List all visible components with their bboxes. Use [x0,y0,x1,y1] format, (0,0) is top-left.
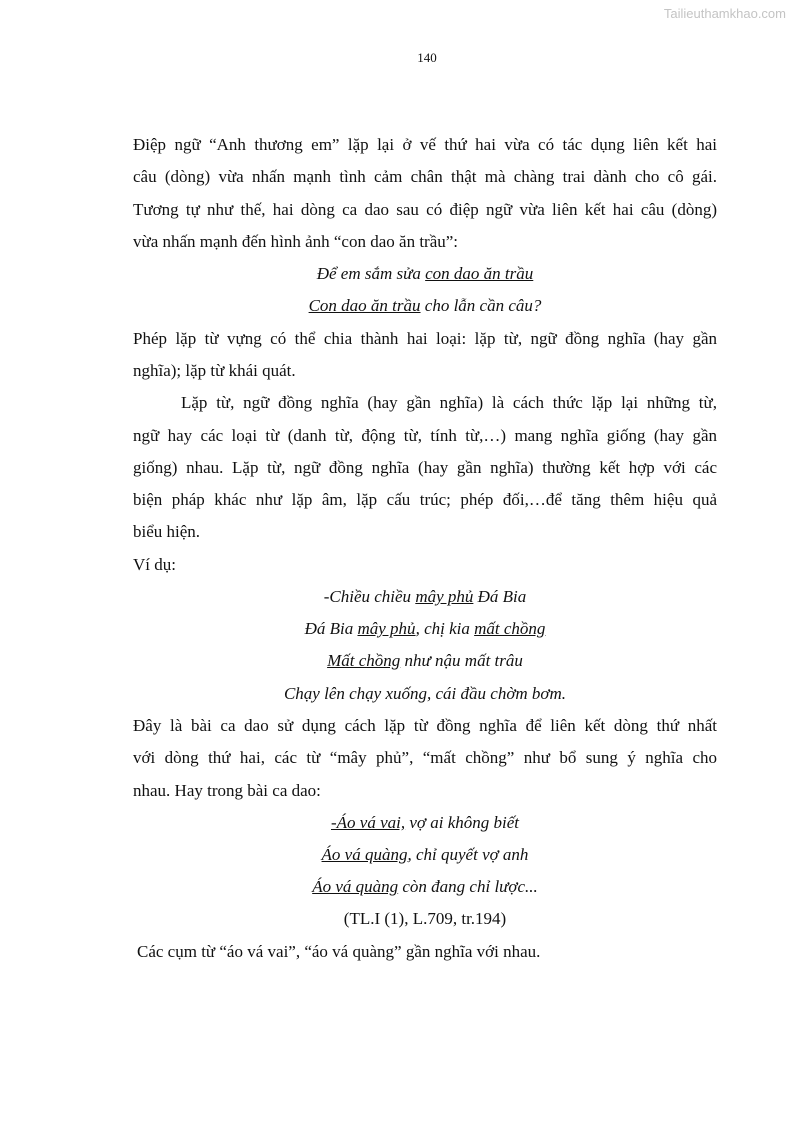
paragraph-line: Tương tự như thế, hai dòng ca dao sau có điệp ngữ vừa liên kết hai câu (dòng) [133,200,717,219]
citation: (TL.I (1), L.709, tr.194) [343,909,507,928]
paragraph-line: vừa nhấn mạnh đến hình ảnh “con dao ăn trầu”: [133,232,459,251]
poem-verse: Con dao ăn trầu cho lẫn cần câu? [308,296,542,315]
paragraph-line: Đây là bài ca dao sử dụng cách lặp từ đồng nghĩa để liên kết dòng thứ nhất [133,716,717,735]
poem-verse: -Chiều chiều mây phủ Đá Bia [323,587,527,606]
paragraph-line: giống) nhau. Lặp từ, ngữ đồng nghĩa (hay gần nghĩa) thường kết hợp với các [133,458,717,477]
poem-verse: Áo vá quàng còn đang chỉ lược... [312,877,538,896]
poem-verse: Đá Bia mây phủ, chị kia mất chồng [304,619,546,638]
poem-verse: Mất chồng như nậu mất trâu [327,651,523,670]
paragraph-line: Lặp từ, ngữ đồng nghĩa (hay gần nghĩa) là cách thức lặp lại những từ, [181,393,717,412]
paragraph-line: Ví dụ: [133,555,176,574]
paragraph-line: Phép lặp từ vựng có thể chia thành hai loại: lặp từ, ngữ đồng nghĩa (hay gần [133,329,717,348]
paragraph-line: nhau. Hay trong bài ca dao: [133,781,321,800]
page-number: 140 [417,50,437,65]
poem-verse: Áo vá quàng, chỉ quyết vợ anh [321,845,529,864]
paragraph-line: với dòng thứ hai, các từ “mây phủ”, “mất chồng” như bổ sung ý nghĩa cho [133,748,717,767]
poem-verse: Chạy lên chạy xuống, cái đầu chờm bơm. [283,684,567,703]
watermark: Tailieuthamkhao.com [663,6,786,21]
poem-verse: Để em sắm sửa con dao ăn trầu [316,264,534,283]
poem-verse: -Áo vá vai, vợ ai không biết [331,813,519,832]
paragraph-line: nghĩa); lặp từ khái quát. [133,361,296,380]
paragraph-line: Điệp ngữ “Anh thương em” lặp lại ở vế thứ hai vừa có tác dụng liên kết hai [133,135,717,154]
paragraph-line: Các cụm từ “áo vá vai”, “áo vá quàng” gần nghĩa với nhau. [137,942,541,961]
paragraph-line: ngữ hay các loại từ (danh từ, động từ, tính từ,…) mang nghĩa giống (hay gần [133,426,717,445]
paragraph-line: biện pháp khác như lặp âm, lặp cấu trúc; phép đối,…để tăng thêm hiệu quả [133,490,717,509]
paragraph-line: câu (dòng) vừa nhấn mạnh tình cảm chân thật mà chàng trai dành cho cô gái. [133,167,717,186]
paragraph-line: biểu hiện. [133,522,201,541]
